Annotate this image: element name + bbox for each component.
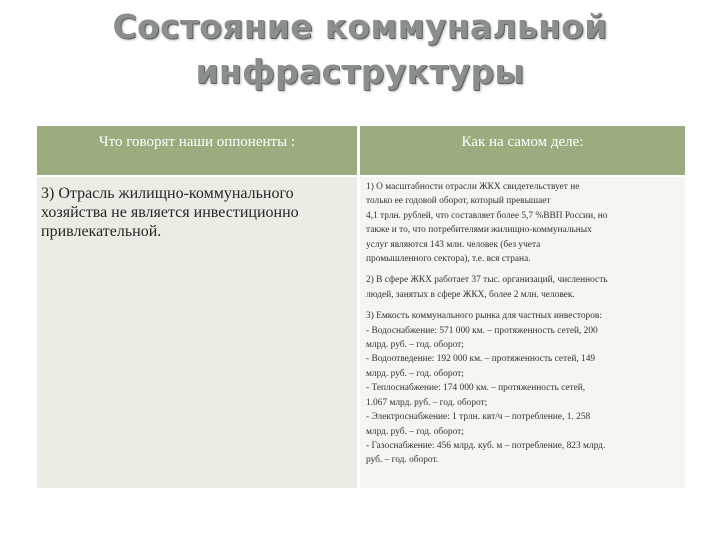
text-line: только ее годовой оборот, который превышает bbox=[366, 196, 551, 207]
text-line: 4,1 трлн. рублей, что составляет более 5,7 %ВВП России, но bbox=[366, 210, 608, 221]
text-line: млрд. руб. – год. оборот; bbox=[366, 368, 464, 379]
text-line: - Газоснабжение: 456 млрд. куб. м – потребление, 823 млрд. bbox=[366, 440, 606, 451]
header-opponents: Что говорят наши оппоненты : bbox=[37, 126, 357, 175]
text-line: людей, занятых в сфере ЖКХ, более 2 млн. человек. bbox=[366, 289, 575, 300]
text-line: - Теплоснабжение: 174 000 км. – протяженность сетей, bbox=[366, 383, 586, 394]
slide-title-line-2: инфраструктуры bbox=[195, 52, 525, 91]
text-line: руб. – год. оборот. bbox=[366, 455, 439, 466]
text-line: 1.067 млрд. руб. – год. оборот; bbox=[366, 397, 488, 408]
text-line: млрд. руб. – год. оборот; bbox=[366, 340, 464, 351]
header-reality: Как на самом деле: bbox=[360, 126, 685, 175]
text-line: также и то, что потребителями жилищно-коммунальных bbox=[366, 225, 592, 236]
text-line: млрд. руб. – год. оборот; bbox=[366, 426, 464, 437]
comparison-table bbox=[37, 126, 685, 488]
reality-paragraph-1 bbox=[366, 180, 679, 266]
opponents-claim-cell: 3) Отрасль жилищно-коммунального хозяйства не является инвестиционно привлекательной. bbox=[37, 177, 357, 488]
text-line: 1) О масштабности отрасли ЖКХ свидетельствует не bbox=[366, 182, 580, 192]
text-line: 2) В сфере ЖКХ работает 37 тыс. организаций, численность bbox=[366, 275, 608, 286]
text-line: 3) Емкость коммунального рынка для частных инвесторов: bbox=[366, 311, 602, 322]
slide-title bbox=[0, 4, 720, 94]
reality-cell bbox=[360, 177, 685, 488]
text-line: услуг являются 143 млн. человек (без учета bbox=[366, 239, 541, 250]
text-line: промышленного сектора), т.е. вся страна. bbox=[366, 254, 531, 265]
slide-title-line-1: Состояние коммунальной bbox=[112, 7, 608, 46]
text-line: - Водоотведение: 192 000 км. – протяженность сетей, 149 bbox=[366, 354, 596, 365]
reality-paragraph-3 bbox=[366, 309, 679, 467]
text-line: - Электроснабжение: 1 трлн. квт/ч – потребление, 1. 258 bbox=[366, 412, 591, 423]
reality-paragraph-2 bbox=[366, 273, 679, 302]
text-line: - Водоснабжение: 571 000 км. – протяженность сетей, 200 bbox=[366, 325, 598, 336]
